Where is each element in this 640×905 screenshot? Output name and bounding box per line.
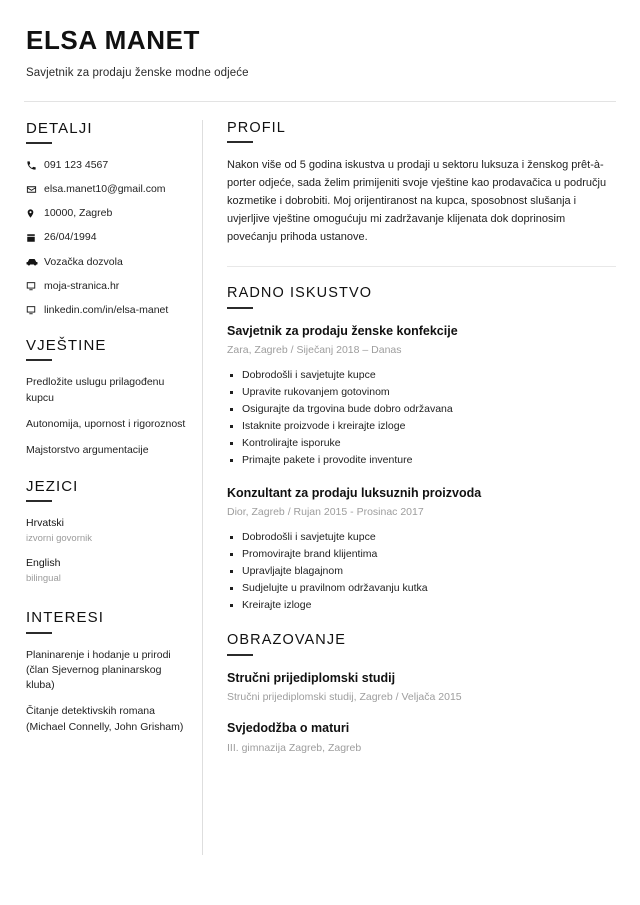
phone-icon [26, 159, 44, 172]
experience-bullet-list [227, 529, 616, 614]
heading-underline [26, 359, 52, 361]
bullet-item: Upravite rukovanjem gotovinom [229, 384, 616, 401]
language-level: izvorni govornik [26, 533, 92, 545]
education-subtitle: III. gimnazija Zagreb, Zagreb [227, 741, 362, 754]
bullet-item: Upravljajte blagajnom [229, 563, 616, 580]
section-skills [26, 337, 188, 458]
section-education-heading: OBRAZOVANJE [227, 631, 346, 648]
detail-value: linkedin.com/in/elsa-manet [44, 303, 169, 316]
resume-header [24, 26, 616, 79]
detail-row-linkedin[interactable] [26, 303, 188, 317]
envelope-icon [26, 183, 44, 196]
experience-subtitle: Dior, Zagreb / Rujan 2015 - Prosinac 2017 [227, 506, 424, 519]
language-item [26, 516, 188, 545]
heading-underline [26, 632, 52, 634]
detail-value: 091 123 4567 [44, 158, 109, 171]
header-divider [24, 101, 616, 102]
detail-row-email [26, 182, 188, 196]
detail-row-phone [26, 158, 188, 172]
section-profile-heading: PROFIL [227, 119, 286, 136]
sidebar-column [24, 120, 202, 855]
section-details-heading: DETALJI [26, 119, 93, 137]
bullet-item: Istaknite proizvode i kreirajte izloge [229, 418, 616, 435]
profile-text: Nakon više od 5 godina iskustva u prodaji u sektoru luksuza i ženskog prêt-à-porter odjeće, sada želim primijeniti svoje vještine kao prodavačica u području kozmetike i dobrobiti. Moj orijentiranost na kupca, sposobnost slušanja i uvjerljive vještine omogućuju mi zadržavanje klijenata dok doprinosim povećanju prihoda ustanove. [227, 159, 607, 243]
interest-item: Planinarenje i hodanje u prirodi (član Sjevernog planinarskog kluba) [26, 648, 171, 692]
language-level: bilingual [26, 573, 61, 585]
experience-bullet-list [227, 367, 616, 469]
detail-value: 10000, Zagreb [44, 207, 113, 220]
heading-underline [227, 307, 253, 309]
car-icon [26, 256, 44, 269]
section-education [227, 632, 616, 756]
bullet-item: Promovirajte brand klijentima [229, 546, 616, 563]
language-name: Hrvatski [26, 517, 64, 530]
experience-entry [227, 323, 616, 469]
bullet-item: Kontrolirajte isporuke [229, 435, 616, 452]
section-experience-heading: RADNO ISKUSTVO [227, 285, 373, 302]
bullet-item: Osigurajte da trgovina bude dobro održavana [229, 401, 616, 418]
language-item [26, 556, 188, 585]
interest-item: Čitanje detektivskih romana (Michael Connelly, John Grisham) [26, 705, 184, 733]
bullet-item: Dobrodošli i savjetujte kupce [229, 367, 616, 384]
candidate-job-title: Savjetnik za prodaju ženske modne odjeće [26, 66, 249, 79]
detail-row-website[interactable] [26, 279, 188, 293]
education-title: Stručni prijediplomski studij [227, 670, 396, 685]
detail-value: 26/04/1994 [44, 231, 97, 244]
skill-item: Majstorstvo argumentacije [26, 443, 149, 456]
heading-underline [227, 654, 253, 656]
bullet-item: Primajte pakete i provodite inventure [229, 452, 616, 469]
main-column [203, 120, 616, 855]
experience-subtitle: Zara, Zagreb / Siječanj 2018 – Danas [227, 344, 402, 357]
resume-body [24, 120, 616, 855]
calendar-icon [26, 231, 44, 244]
detail-value: moja-stranica.hr [44, 279, 120, 292]
experience-title: Konzultant za prodaju luksuznih proizvoda [227, 485, 482, 500]
section-details [26, 120, 188, 317]
section-experience [227, 285, 616, 614]
education-entry [227, 670, 616, 705]
section-profile [227, 120, 616, 247]
experience-entry [227, 485, 616, 614]
detail-value: elsa.manet10@gmail.com [44, 183, 166, 196]
section-divider [227, 266, 616, 267]
section-languages [26, 478, 188, 585]
section-languages-heading: JEZICI [26, 478, 79, 496]
education-subtitle: Stručni prijediplomski studij, Zagreb / Veljača 2015 [227, 690, 462, 703]
detail-row-location [26, 206, 188, 220]
candidate-name: ELSA MANET [26, 25, 201, 55]
language-name: English [26, 557, 61, 570]
detail-value: Vozačka dozvola [44, 255, 123, 268]
heading-underline [26, 500, 52, 502]
detail-row-birthdate [26, 230, 188, 244]
skill-item: Predložite uslugu prilagođenu kupcu [26, 376, 165, 404]
monitor-icon [26, 280, 44, 293]
bullet-item: Sudjelujte u pravilnom održavanju kutka [229, 580, 616, 597]
education-entry [227, 720, 616, 755]
section-skills-heading: VJEŠTINE [26, 337, 107, 355]
detail-row-driving-licence [26, 255, 188, 269]
location-pin-icon [26, 207, 44, 220]
education-title: Svjedodžba o maturi [227, 721, 350, 736]
section-interests-heading: INTERESI [26, 609, 104, 627]
heading-underline [26, 142, 52, 144]
bullet-item: Dobrodošli i savjetujte kupce [229, 529, 616, 546]
heading-underline [227, 141, 253, 143]
section-interests [26, 609, 188, 734]
monitor-icon [26, 304, 44, 317]
bullet-item: Kreirajte izloge [229, 597, 616, 614]
skill-item: Autonomija, upornost i rigoroznost [26, 417, 186, 430]
experience-title: Savjetnik za prodaju ženske konfekcije [227, 324, 458, 338]
